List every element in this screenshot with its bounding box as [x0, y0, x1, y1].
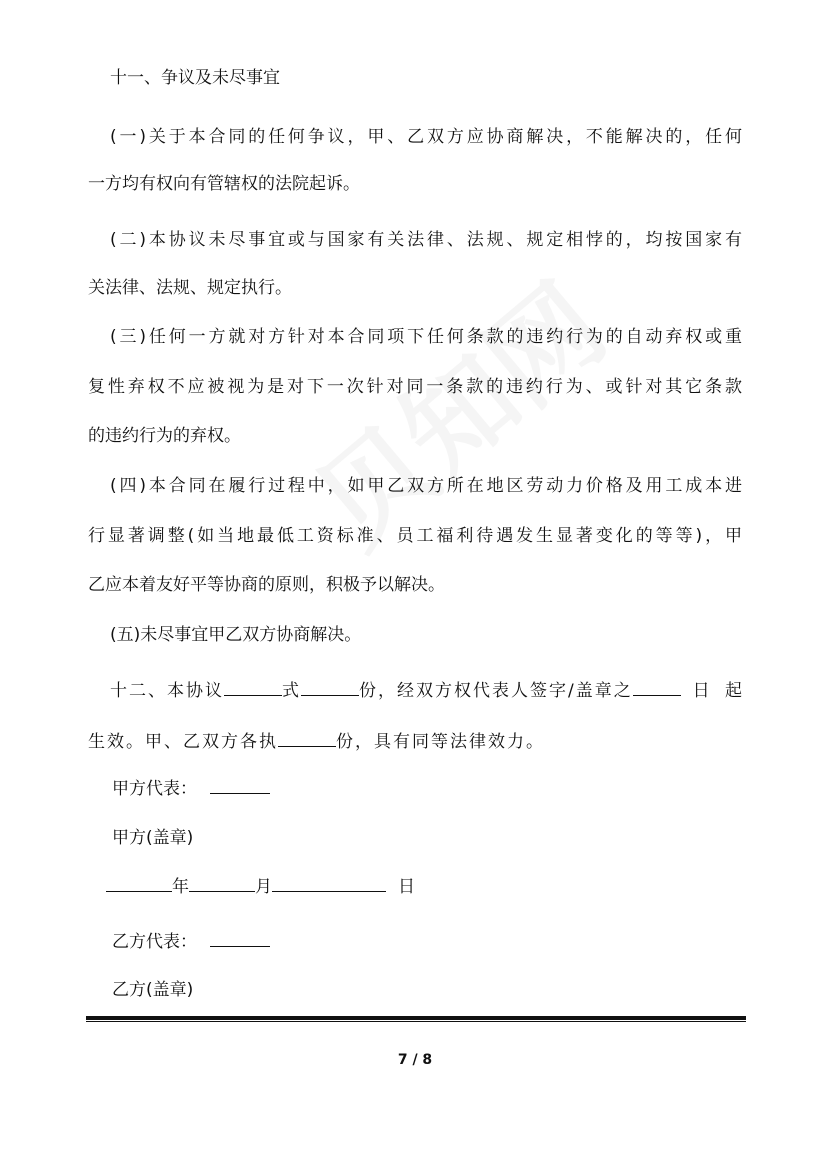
- month-label: 月: [255, 877, 272, 897]
- party-a-seal: 甲方(盖章): [112, 828, 194, 848]
- year-label: 年: [172, 877, 189, 897]
- clause-3-line: (三)任何一方就对方针对本合同项下任何条款的违约行为的自动弃权或重: [110, 327, 742, 347]
- s12-text: 式: [282, 681, 301, 701]
- s12-text: 日 起: [692, 681, 742, 701]
- clause-1-line: (一)关于本合同的任何争议，甲、乙双方应协商解决，不能解决的，任何: [110, 127, 742, 147]
- s12-text: 份，具有同等法律效力。: [336, 732, 545, 752]
- party-b-seal: 乙方(盖章): [112, 980, 194, 1000]
- copies-blank[interactable]: [278, 732, 336, 747]
- footer-divider: [86, 1016, 746, 1020]
- copies-blank[interactable]: [301, 681, 359, 696]
- clause-5: (五)未尽事宜甲乙双方协商解决。: [110, 625, 362, 645]
- month-blank[interactable]: [189, 877, 255, 892]
- clause-4-line: (四)本合同在履行过程中，如甲乙双方所在地区劳动力价格及用工成本进: [110, 476, 742, 496]
- footer-divider-thin: [86, 1021, 746, 1022]
- day-blank[interactable]: [272, 877, 386, 892]
- clause-4-line: 乙应本着友好平等协商的原则，积极予以解决。: [88, 575, 445, 595]
- clause-1-line: 一方均有权向有管辖权的法院起诉。: [88, 174, 360, 194]
- date-blank[interactable]: [633, 681, 681, 696]
- page-number: 7 / 8: [397, 1052, 433, 1068]
- clause-2-line: 关法律、法规、规定执行。: [88, 278, 292, 298]
- clause-3-line: 复性弃权不应被视为是对下一次针对同一条款的违约行为、或针对其它条款: [88, 377, 742, 397]
- party-b-rep-label: 乙方代表：: [112, 932, 197, 952]
- s12-text: 份，经双方权代表人签字/盖章之: [359, 681, 633, 701]
- year-blank[interactable]: [106, 877, 172, 892]
- section-12-line-2: [88, 730, 742, 754]
- clause-2-line: (二)本协议未尽事宜或与国家有关法律、法规、规定相悖的，均按国家有: [110, 230, 742, 250]
- clause-3-line: 的违约行为的弃权。: [88, 426, 241, 446]
- party-a-rep-blank[interactable]: [210, 779, 270, 794]
- party-b-rep-blank[interactable]: [210, 932, 270, 947]
- date-line: [106, 875, 760, 899]
- party-a-rep: [112, 777, 766, 801]
- clause-4-line: 行显著调整(如当地最低工资标准、员工福利待遇发生显著变化的等等)，甲: [88, 526, 742, 546]
- s12-text: 生效。甲、乙双方各执: [88, 732, 278, 752]
- party-b-rep: [112, 930, 766, 954]
- section-12-line: [110, 679, 742, 703]
- copies-blank[interactable]: [224, 681, 282, 696]
- s12-text: 十二、本协议: [110, 681, 224, 701]
- section-11-title: 十一、争议及未尽事宜: [110, 68, 280, 88]
- day-label: 日: [398, 877, 415, 897]
- party-a-rep-label: 甲方代表：: [112, 779, 197, 799]
